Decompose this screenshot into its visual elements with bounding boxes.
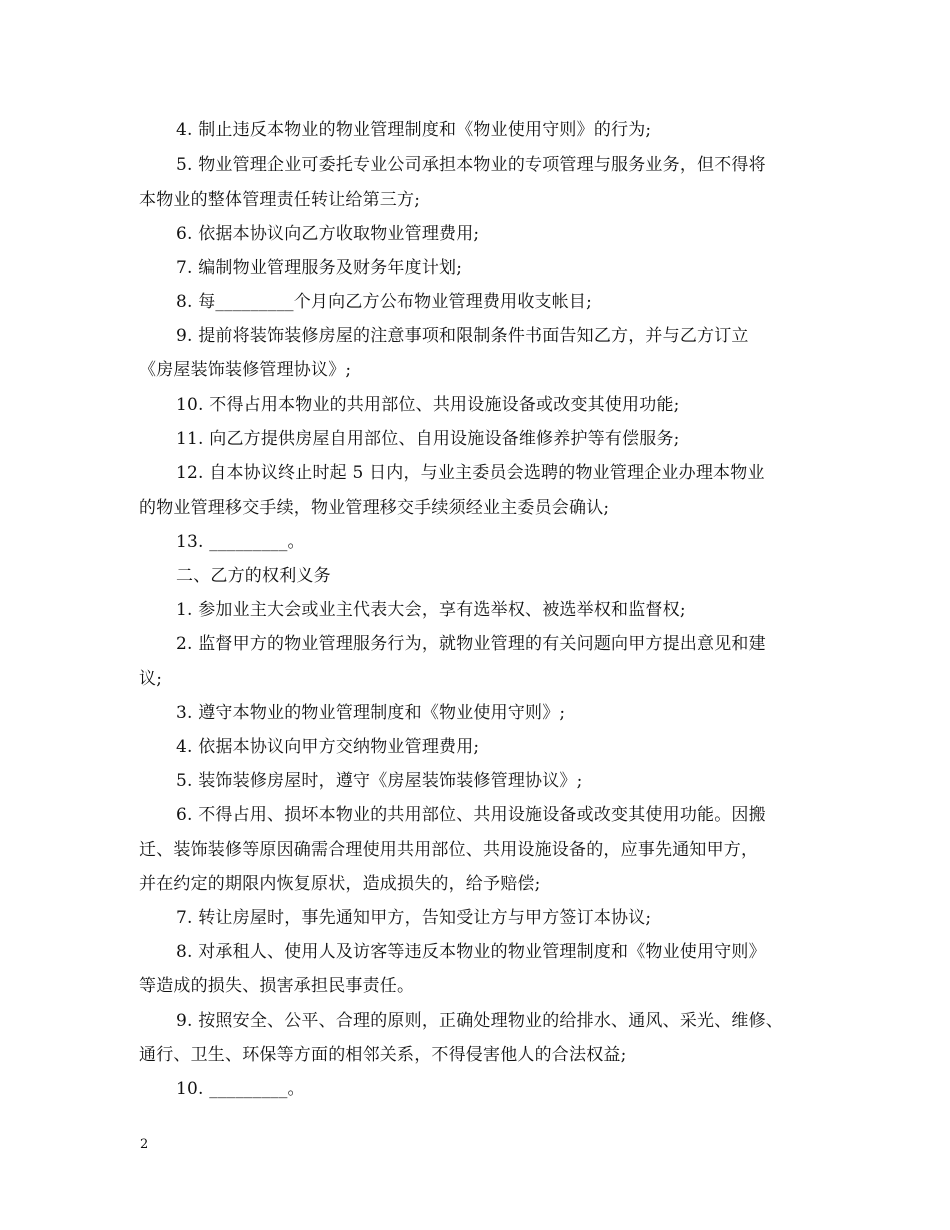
text-line: 9. 按照安全、公平、合理的原则，正确处理物业的给排水、通风、采光、维修、	[176, 1011, 784, 1031]
text-line: 2. 监督甲方的物业管理服务行为，就物业管理的有关问题向甲方提出意见和建	[176, 634, 766, 654]
text-line: 4. 依据本协议向甲方交纳物业管理费用;	[176, 737, 480, 757]
text-line: 8. 每_________个月向乙方公布物业管理费用收支帐目;	[176, 292, 593, 312]
text-line: 5. 物业管理企业可委托专业公司承担本物业的专项管理与服务业务，但不得将	[176, 155, 766, 175]
text-line: 的物业管理移交手续，物业管理移交手续须经业主委员会确认;	[139, 498, 610, 518]
text-line: 本物业的整体管理责任转让给第三方;	[139, 190, 421, 210]
text-line: 《房屋装饰装修管理协议》;	[139, 360, 352, 380]
text-line: 通行、卫生、环保等方面的相邻关系，不得侵害他人的合法权益;	[139, 1045, 627, 1065]
text-line: 11. 向乙方提供房屋自用部位、自用设施设备维修养护等有偿服务;	[176, 429, 680, 449]
text-line: 9. 提前将装饰装修房屋的注意事项和限制条件书面告知乙方，并与乙方订立	[176, 326, 749, 346]
text-line: 议;	[139, 669, 163, 689]
text-line: 6. 依据本协议向乙方收取物业管理费用;	[176, 224, 480, 244]
text-line: 迁、装饰装修等原因确需合理使用共用部位、共用设施设备的，应事先通知甲方，	[139, 840, 759, 860]
text-line: 10. _________。	[176, 1079, 305, 1099]
text-line: 并在约定的期限内恢复原状，造成损失的，给予赔偿;	[139, 874, 541, 894]
text-line: 13. _________。	[176, 532, 305, 552]
text-line: 10. 不得占用本物业的共用部位、共用设施设备或改变其使用功能;	[176, 395, 680, 415]
text-line: 8. 对承租人、使用人及访客等违反本物业的物业管理制度和《物业使用守则》	[176, 942, 766, 962]
text-line: 6. 不得占用、损坏本物业的共用部位、共用设施设备或改变其使用功能。因搬	[176, 805, 766, 825]
text-line: 7. 转让房屋时，事先通知甲方，告知受让方与甲方签订本协议;	[176, 908, 652, 928]
text-line: 12. 自本协议终止时起 5 日内，与业主委员会选聘的物业管理企业办理本物业	[176, 463, 765, 483]
page-number: 2	[140, 1137, 149, 1152]
text-line: 4. 制止违反本物业的物业管理制度和《物业使用守则》的行为;	[176, 120, 652, 140]
section-heading: 二、乙方的权利义务	[176, 566, 331, 586]
text-line: 7. 编制物业管理服务及财务年度计划;	[176, 258, 463, 278]
text-line: 1. 参加业主大会或业主代表大会，享有选举权、被选举权和监督权;	[176, 600, 686, 620]
text-line: 等造成的损失、损害承担民事责任。	[139, 976, 415, 996]
text-line: 5. 装饰装修房屋时，遵守《房屋装饰装修管理协议》;	[176, 771, 583, 791]
text-line: 3. 遵守本物业的物业管理制度和《物业使用守则》;	[176, 703, 566, 723]
